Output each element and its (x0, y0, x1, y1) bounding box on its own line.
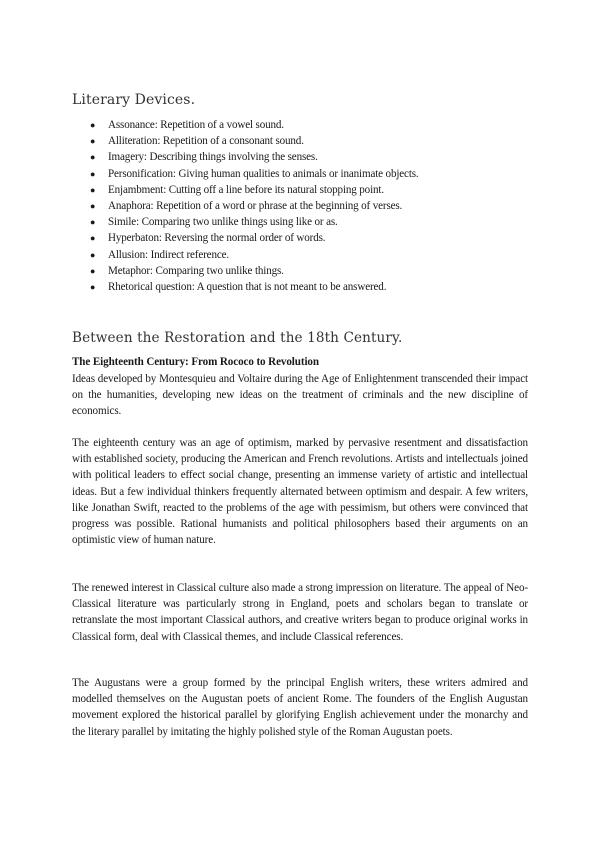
bullet-icon: ● (90, 168, 96, 179)
list-item-text: Simile: Comparing two unlike things using like or as. (108, 216, 338, 229)
paragraph-augustans: The Augustans were a group formed by the principal English writers, these writers admired and modelled themselves on the Augustan poets of ancient Rome. The founders of the English Augustan movement explored the historical parallel by glorifying English achievement under the monarchy and the literary parallel by imitating the highly polished style of the Roman Augustan poets. (72, 677, 528, 738)
bullet-icon: ● (90, 282, 96, 293)
list-item-text: Rhetorical question: A question that is not meant to be answered. (108, 281, 387, 294)
bullet-icon: ● (90, 201, 96, 212)
list-item-text: Hyperbaton: Reversing the normal order of words. (108, 232, 326, 245)
paragraph-classical-culture: The renewed interest in Classical culture also made a strong impression on literature. The appeal of Neo-Classical literature was particularly strong in England, poets and scholars began to translate or retranslate the most important Classical authors, and creative writers began to produce original works in Classical form, deal with Classical themes, and include Classical references. (72, 582, 528, 643)
bullet-icon: ● (90, 217, 96, 228)
eighteenth-century-subheading: The Eighteenth Century: From Rococo to Revolution (72, 356, 319, 368)
bullet-icon: ● (90, 120, 96, 130)
list-item (90, 230, 419, 246)
bullet-icon: ● (90, 233, 96, 244)
bullet-icon: ● (90, 184, 96, 195)
list-item (90, 182, 419, 198)
paragraph-enlightenment: Ideas developed by Montesquieu and Voltaire during the Age of Enlightenment transcended their impact on the humanities, developing new ideas on the treatment of criminals and the new discipline of economics. (72, 373, 528, 418)
literary-devices-list (90, 117, 419, 295)
list-item-text: Metaphor: Comparing two unlike things. (108, 264, 284, 277)
bullet-icon: ● (90, 249, 96, 260)
list-item (90, 263, 419, 279)
list-item-text: Personification: Giving human qualities to animals or inanimate objects. (108, 167, 419, 180)
list-item (90, 133, 419, 149)
list-item (90, 247, 419, 263)
list-item (90, 279, 419, 295)
list-item (90, 117, 419, 133)
list-item (90, 214, 419, 230)
list-item-text: Assonance: Repetition of a vowel sound. (108, 119, 284, 131)
bullet-icon: ● (90, 265, 96, 276)
list-item-text: Enjambment: Cutting off a line before its natural stopping point. (108, 183, 384, 196)
list-item-text: Alliteration: Repetition of a consonant sound. (108, 135, 304, 148)
list-item-text: Anaphora: Repetition of a word or phrase at the beginning of verses. (108, 200, 403, 213)
list-item (90, 149, 419, 165)
bullet-icon: ● (90, 136, 96, 147)
literary-devices-heading: Literary Devices. (72, 92, 196, 108)
bullet-icon: ● (90, 152, 96, 163)
list-item-text: Allusion: Indirect reference. (108, 248, 230, 261)
paragraph-optimism: The eighteenth century was an age of optimism, marked by pervasive resentment and dissatisfaction with established society, producing the American and French revolutions. Artists and intellectuals joined with political leaders to effect social change, presenting an immense variety of artistic and intellectual ideas. But a few individual thinkers frequently alternated between optimism and despair. A few writers, like Jonathan Swift, reacted to the problems of the age with pessimism, but others were convinced that progress was possible. Rational humanists and political philosophers based their arguments on an optimistic view of human nature. (72, 437, 528, 547)
list-item (90, 198, 419, 214)
restoration-heading: Between the Restoration and the 18th Century. (72, 330, 403, 346)
list-item-text: Imagery: Describing things involving the senses. (108, 151, 318, 164)
list-item (90, 166, 419, 182)
